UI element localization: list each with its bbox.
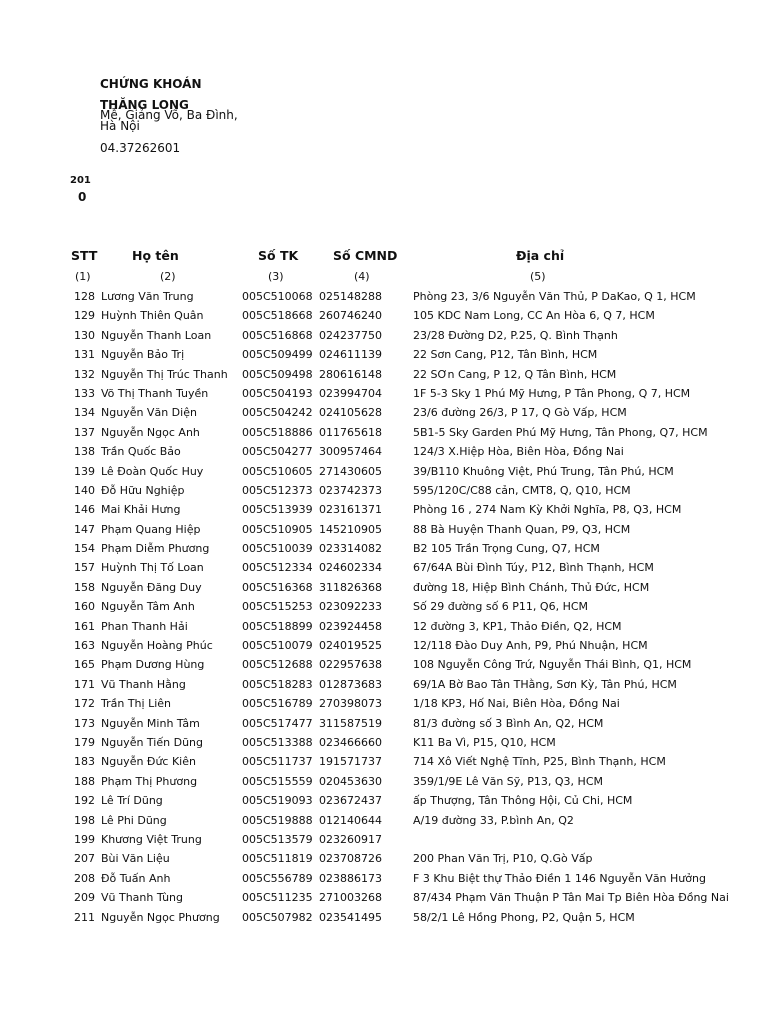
table-row <box>0 849 768 868</box>
row-id: 012873683 <box>319 677 382 691</box>
col-header-account: Số TK <box>258 248 299 263</box>
row-stt: 199 <box>74 832 95 846</box>
col-index-name: (2) <box>160 270 176 283</box>
row-account: 005C513939 <box>242 503 313 517</box>
table-row <box>0 655 768 674</box>
row-account: 005C518886 <box>242 425 313 439</box>
row-id: 024105628 <box>319 406 382 420</box>
address-line2: Hà Nội <box>100 119 140 133</box>
company-name-line2: THĂNG LONG <box>100 98 189 112</box>
row-account: 005C509499 <box>242 348 313 362</box>
row-name: Phan Thanh Hải <box>101 619 188 633</box>
table-row <box>0 326 768 345</box>
row-account: 005C518283 <box>242 677 313 691</box>
row-id: 024611139 <box>319 348 382 362</box>
row-id: 025148288 <box>319 290 382 303</box>
row-name: Nguyễn Đức Kiên <box>101 755 196 769</box>
row-id: 023161371 <box>319 503 382 517</box>
row-stt: 132 <box>74 367 95 381</box>
row-address: ấp Thượng, Tân Thông Hội, Củ Chi, HCM <box>413 794 633 808</box>
row-account: 005C510079 <box>242 639 313 653</box>
row-id: 023672437 <box>319 794 382 808</box>
row-address: 58/2/1 Lê Hồng Phong, P2, Quận 5, HCM <box>413 910 635 924</box>
row-stt: 208 <box>74 871 95 885</box>
row-account: 005C515253 <box>242 600 313 614</box>
row-account: 005C512688 <box>242 658 313 672</box>
row-id: 024019525 <box>319 639 382 653</box>
row-account: 005C504277 <box>242 445 313 459</box>
row-id: 011765618 <box>319 425 382 439</box>
row-address: A/19 đường 33, P.bình An, Q2 <box>413 813 574 827</box>
table-row <box>0 908 768 927</box>
col-index-account: (3) <box>268 270 284 283</box>
row-id: 022957638 <box>319 658 382 672</box>
row-id: 023466660 <box>319 735 382 749</box>
row-name: Vũ Thanh Hằng <box>101 677 186 691</box>
row-address: 67/64A Bùi Đình Túy, P12, Bình Thạnh, HCM <box>413 561 654 575</box>
row-stt: 179 <box>74 735 95 749</box>
row-name: Nguyễn Tiến Dũng <box>101 735 203 749</box>
row-address: B2 105 Trần Trọng Cung, Q7, HCM <box>413 542 600 556</box>
col-header-address: Địa chỉ <box>516 248 565 263</box>
table-row <box>0 811 768 830</box>
row-account: 005C507982 <box>242 910 313 924</box>
table-row <box>0 384 768 403</box>
table-row <box>0 306 768 325</box>
row-name: Nguyễn Ngọc Anh <box>101 425 200 439</box>
row-id: 012140644 <box>319 813 382 827</box>
company-name-line1: CHỨNG KHOÁN <box>100 77 202 91</box>
row-account: 005C513579 <box>242 832 313 846</box>
row-account: 005C511737 <box>242 755 313 769</box>
row-address: 359/1/9E Lê Văn Sỹ, P13, Q3, HCM <box>413 774 603 788</box>
row-stt: 198 <box>74 813 95 827</box>
row-address: 39/B110 Khuông Việt, Phú Trung, Tân Phú, HCM <box>413 464 674 478</box>
row-id: 023314082 <box>319 542 382 556</box>
table-row <box>0 481 768 500</box>
row-stt: 137 <box>74 425 95 439</box>
row-id: 280616148 <box>319 367 382 381</box>
row-stt: 129 <box>74 309 95 323</box>
row-address: 87/434 Phạm Văn Thuận P Tân Mai Tp Biên Hòa Đồng Nai <box>413 891 729 905</box>
row-address: 88 Bà Huyện Thanh Quan, P9, Q3, HCM <box>413 522 631 536</box>
table-row <box>0 345 768 364</box>
row-name: Nguyễn Bảo Trị <box>101 348 185 362</box>
row-address: 105 KDC Nam Long, CC An Hòa 6, Q 7, HCM <box>413 309 655 323</box>
row-name: Phạm Dương Hùng <box>101 658 205 672</box>
row-name: Lê Đoàn Quốc Huy <box>101 464 204 478</box>
row-id: 023994704 <box>319 386 382 400</box>
table-row <box>0 714 768 733</box>
row-address: 81/3 đường số 3 Bình An, Q2, HCM <box>413 716 604 730</box>
row-stt: 139 <box>74 464 95 478</box>
row-id: 023742373 <box>319 483 382 497</box>
col-header-stt: STT <box>71 248 98 263</box>
table-row <box>0 423 768 442</box>
row-stt: 160 <box>74 600 95 614</box>
row-name: Trần Quốc Bảo <box>101 445 181 459</box>
row-id: 024237750 <box>319 328 382 342</box>
table-row <box>0 733 768 752</box>
row-address: 23/6 đường 26/3, P 17, Q Gò Vấp, HCM <box>413 406 627 420</box>
row-account: 005C513388 <box>242 735 313 749</box>
row-account: 005C512334 <box>242 561 313 575</box>
table-row <box>0 636 768 655</box>
row-name: Đỗ Hữu Nghiệp <box>101 483 185 497</box>
row-name: Nguyễn Hoàng Phúc <box>101 639 213 653</box>
row-stt: 146 <box>74 503 95 517</box>
row-id: 023886173 <box>319 871 382 885</box>
table-row <box>0 791 768 810</box>
row-stt: 173 <box>74 716 95 730</box>
row-name: Mai Khải Hưng <box>101 503 181 517</box>
row-stt: 138 <box>74 445 95 459</box>
row-address: 22 SƠn Cang, P 12, Q Tân Bình, HCM <box>413 367 617 381</box>
row-name: Phạm Quang Hiệp <box>101 522 201 536</box>
table-row <box>0 558 768 577</box>
row-name: Nguyễn Văn Diện <box>101 406 197 420</box>
row-name: Nguyễn Thị Trúc Thanh <box>101 367 228 381</box>
row-account: 005C511235 <box>242 891 313 905</box>
row-address: 108 Nguyễn Công Trứ, Nguyễn Thái Bình, Q1, HCM <box>413 658 692 672</box>
row-name: Nguyễn Thanh Loan <box>101 328 212 342</box>
row-address: đường 18, Hiệp Bình Chánh, Thủ Đức, HCM <box>413 580 650 594</box>
row-stt: 161 <box>74 619 95 633</box>
row-address: 22 Sơn Cang, P12, Tân Bình, HCM <box>413 348 598 362</box>
row-name: Trần Thị Liên <box>101 697 172 711</box>
row-name: Nguyễn Tâm Anh <box>101 600 195 614</box>
table-row <box>0 500 768 519</box>
table-row <box>0 675 768 694</box>
phone-number: 04.37262601 <box>100 141 181 155</box>
row-stt: 157 <box>74 561 95 575</box>
row-stt: 172 <box>74 697 95 711</box>
table-row <box>0 287 768 306</box>
table-row <box>0 869 768 888</box>
table-row <box>0 539 768 558</box>
row-id: 020453630 <box>319 774 382 788</box>
col-header-name: Họ tên <box>132 248 179 263</box>
col-index-address: (5) <box>530 270 546 283</box>
row-account: 005C504242 <box>242 406 313 420</box>
table-row <box>0 888 768 907</box>
row-account: 005C519888 <box>242 813 313 827</box>
row-account: 005C504193 <box>242 386 313 400</box>
row-address: 23/28 Đường D2, P.25, Q. Bình Thạnh <box>413 328 618 342</box>
row-stt: 183 <box>74 755 95 769</box>
row-id: 300957464 <box>319 445 382 459</box>
row-address: 1F 5-3 Sky 1 Phú Mỹ Hưng, P Tân Phong, Q 7, HCM <box>413 386 691 400</box>
row-name: Võ Thị Thanh Tuyền <box>101 386 209 400</box>
row-address: 1/18 KP3, Hố Nai, Biên Hòa, Đồng Nai <box>413 697 620 711</box>
row-address: Phòng 23, 3/6 Nguyễn Văn Thủ, P DaKao, Q 1, HCM <box>413 290 696 303</box>
row-stt: 171 <box>74 677 95 691</box>
row-account: 005C512373 <box>242 483 313 497</box>
row-id: 023092233 <box>319 600 382 614</box>
table-row <box>0 617 768 636</box>
row-stt: 128 <box>74 290 95 303</box>
row-stt: 131 <box>74 348 95 362</box>
table-row <box>0 578 768 597</box>
row-name: Phạm Diễm Phương <box>101 542 210 556</box>
row-address: Phòng 16 , 274 Nam Kỳ Khởi Nghĩa, P8, Q3, HCM <box>413 503 682 517</box>
row-stt: 140 <box>74 483 95 497</box>
row-name: Đỗ Tuấn Anh <box>101 871 171 885</box>
row-address: 12/118 Đào Duy Anh, P9, Phú Nhuận, HCM <box>413 639 648 653</box>
row-name: Nguyễn Ngọc Phương <box>101 910 220 924</box>
table-body <box>0 287 768 927</box>
row-address: 5B1-5 Sky Garden Phú Mỹ Hưng, Tân Phong, Q7, HCM <box>413 425 708 439</box>
row-account: 005C556789 <box>242 871 313 885</box>
row-stt: 188 <box>74 774 95 788</box>
row-name: Lương Văn Trung <box>101 290 194 303</box>
row-id: 023924458 <box>319 619 382 633</box>
table-row <box>0 772 768 791</box>
row-name: Huỳnh Thiên Quân <box>101 309 204 323</box>
table-row <box>0 365 768 384</box>
row-name: Nguyễn Minh Tâm <box>101 716 200 730</box>
row-account: 005C509498 <box>242 367 313 381</box>
row-account: 005C517477 <box>242 716 313 730</box>
row-account: 005C510068 <box>242 290 313 303</box>
row-account: 005C518899 <box>242 619 313 633</box>
row-id: 311826368 <box>319 580 382 594</box>
row-address: Số 29 đường số 6 P11, Q6, HCM <box>413 600 589 614</box>
row-stt: 158 <box>74 580 95 594</box>
row-account: 005C519093 <box>242 794 313 808</box>
address-line1: Mễ, Giảng Võ, Ba Đình, <box>100 108 238 122</box>
row-account: 005C510039 <box>242 542 313 556</box>
row-address: 714 Xô Viết Nghệ Tĩnh, P25, Bình Thạnh, HCM <box>413 755 666 769</box>
row-id: 270398073 <box>319 697 382 711</box>
row-account: 005C518668 <box>242 309 313 323</box>
row-name: Lê Phi Dũng <box>101 813 167 827</box>
row-id: 311587519 <box>319 716 382 730</box>
row-address: 200 Phan Văn Trị, P10, Q.Gò Vấp <box>413 852 593 866</box>
row-account: 005C511819 <box>242 852 313 866</box>
row-account: 005C516368 <box>242 580 313 594</box>
table-row <box>0 830 768 849</box>
row-id: 023541495 <box>319 910 382 924</box>
row-account: 005C515559 <box>242 774 313 788</box>
row-stt: 207 <box>74 852 95 866</box>
col-index-stt: (1) <box>75 270 91 283</box>
row-id: 271430605 <box>319 464 382 478</box>
row-account: 005C516868 <box>242 328 313 342</box>
left-mark: 201 <box>70 175 91 186</box>
row-address: 595/120C/C88 cản, CMT8, Q, Q10, HCM <box>413 483 631 497</box>
row-stt: 130 <box>74 328 95 342</box>
row-stt: 154 <box>74 542 95 556</box>
row-stt: 211 <box>74 910 95 924</box>
row-id: 145210905 <box>319 522 382 536</box>
row-name: Khương Việt Trung <box>101 832 202 846</box>
row-stt: 165 <box>74 658 95 672</box>
row-id: 191571737 <box>319 755 382 769</box>
table-row <box>0 694 768 713</box>
table-row <box>0 597 768 616</box>
row-name: Huỳnh Thị Tố Loan <box>101 561 204 575</box>
row-name: Bùi Văn Liệu <box>101 852 170 866</box>
row-stt: 163 <box>74 639 95 653</box>
left-zero: 0 <box>78 190 87 204</box>
row-id: 260746240 <box>319 309 382 323</box>
table-row <box>0 752 768 771</box>
row-name: Vũ Thanh Tùng <box>101 891 184 905</box>
row-stt: 134 <box>74 406 95 420</box>
row-stt: 133 <box>74 386 95 400</box>
row-address: K11 Ba Vì, P15, Q10, HCM <box>413 735 556 749</box>
table-row <box>0 520 768 539</box>
row-account: 005C510605 <box>242 464 313 478</box>
row-account: 005C510905 <box>242 522 313 536</box>
col-header-id: Số CMND <box>333 248 398 263</box>
row-account: 005C516789 <box>242 697 313 711</box>
row-id: 024602334 <box>319 561 382 575</box>
row-address: F 3 Khu Biệt thự Thảo Điền 1 146 Nguyễn Văn Hưởng <box>413 871 706 885</box>
row-address: 69/1A Bờ Bao Tân THằng, Sơn Kỳ, Tân Phú, HCM <box>413 677 677 691</box>
row-id: 271003268 <box>319 891 382 905</box>
table-row <box>0 403 768 422</box>
row-stt: 147 <box>74 522 95 536</box>
row-address: 124/3 X.Hiệp Hòa, Biên Hòa, Đồng Nai <box>413 445 624 459</box>
row-stt: 192 <box>74 794 95 808</box>
row-name: Phạm Thị Phương <box>101 774 198 788</box>
table-row <box>0 462 768 481</box>
row-name: Lê Trí Dũng <box>101 794 163 808</box>
row-address: 12 đường 3, KP1, Thảo Điền, Q2, HCM <box>413 619 622 633</box>
row-name: Nguyễn Đăng Duy <box>101 580 202 594</box>
row-stt: 209 <box>74 891 95 905</box>
table-row <box>0 442 768 461</box>
row-id: 023260917 <box>319 832 382 846</box>
col-index-id: (4) <box>354 270 370 283</box>
row-id: 023708726 <box>319 852 382 866</box>
